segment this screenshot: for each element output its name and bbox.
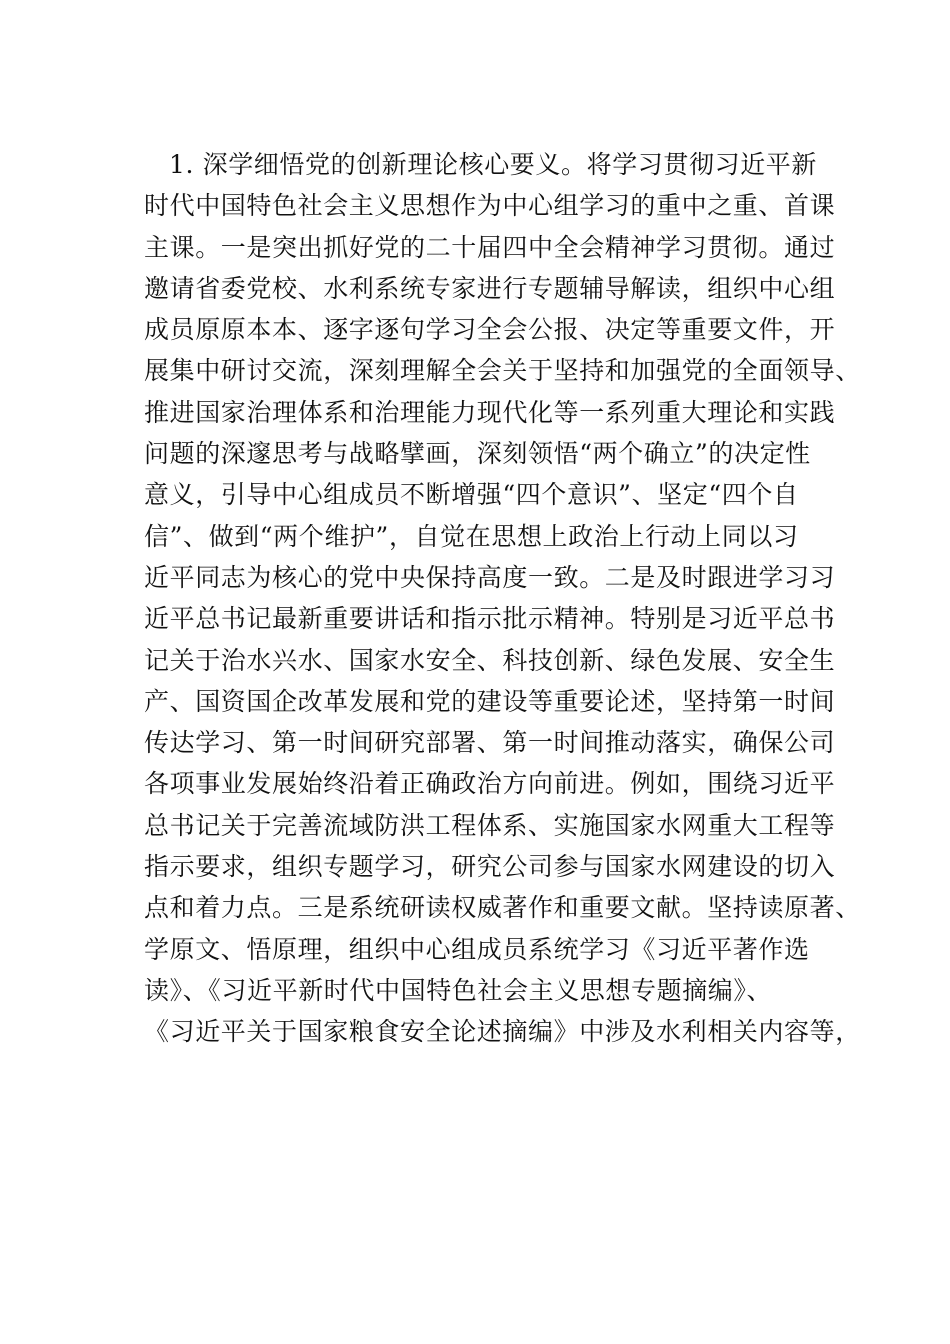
- text-line-9: 意义，引导中心组成员不断增强“四个意识”、坚定“四个自: [144, 480, 799, 510]
- text-line-20: 学原文、悟原理，组织中心组成员系统学习《习近平著作选: [144, 934, 810, 964]
- text-line-5: 成员原原本本、逐字逐句学习全会公报、决定等重要文件，开: [144, 315, 836, 345]
- body-paragraph: [144, 144, 861, 1053]
- text-line-22: 《习近平关于国家粮食安全论述摘编》中涉及水利相关内容等，: [144, 1017, 861, 1047]
- text-line-6: 展集中研讨交流，深刻理解全会关于坚持和加强党的全面领导、: [144, 356, 861, 386]
- text-line-13: 记关于治水兴水、国家水安全、科技创新、绿色发展、安全生: [144, 645, 836, 675]
- text-line-16: 各项事业发展始终沿着正确政治方向前进。例如，围绕习近平: [144, 769, 836, 799]
- text-line-3: 主课。一是突出抓好党的二十届四中全会精神学习贯彻。通过: [144, 232, 836, 262]
- text-line-2: 时代中国特色社会主义思想作为中心组学习的重中之重、首课: [144, 191, 836, 221]
- text-line-14: 产、国资国企改革发展和党的建设等重要论述，坚持第一时间: [144, 686, 836, 716]
- text-line-12: 近平总书记最新重要讲话和指示批示精神。特别是习近平总书: [144, 604, 836, 634]
- text-line-17: 总书记关于完善流域防洪工程体系、实施国家水网重大工程等: [144, 810, 836, 840]
- text-line-10: 信”、做到“两个维护”，自觉在思想上政治上行动上同以习: [144, 521, 799, 551]
- text-line-21: 读》、《习近平新时代中国特色社会主义思想专题摘编》、: [144, 975, 773, 1005]
- text-line-18: 指示要求，组织专题学习，研究公司参与国家水网建设的切入: [144, 852, 836, 882]
- text-line-19: 点和着力点。三是系统研读权威著作和重要文献。坚持读原著、: [144, 893, 861, 923]
- text-line-11: 近平同志为核心的党中央保持高度一致。二是及时跟进学习习: [144, 562, 836, 592]
- text-line-1: 1. 深学细悟党的创新理论核心要义。将学习贯彻习近平新: [169, 150, 818, 179]
- text-line-7: 推进国家治理体系和治理能力现代化等一系列重大理论和实践: [144, 397, 836, 427]
- text-line-8: 问题的深邃思考与战略擘画，深刻领悟“两个确立”的决定性: [144, 439, 811, 469]
- text-line-4: 邀请省委党校、水利系统专家进行专题辅导解读，组织中心组: [144, 273, 836, 303]
- text-line-15: 传达学习、第一时间研究部署、第一时间推动落实，确保公司: [144, 728, 836, 758]
